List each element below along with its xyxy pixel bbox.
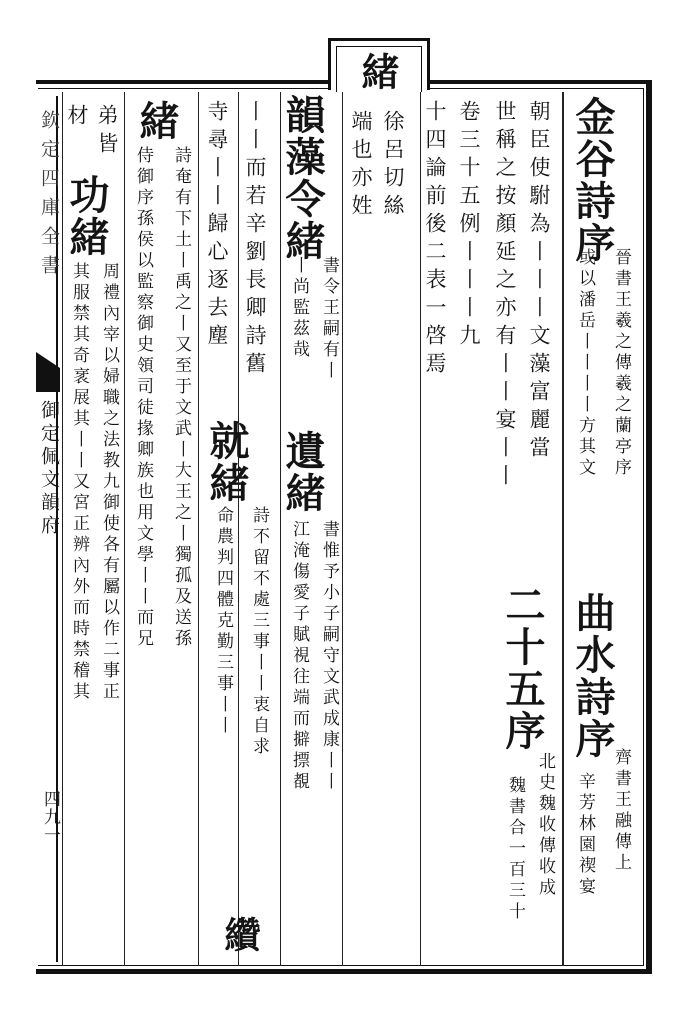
entry-text: 弟皆 xyxy=(95,104,119,160)
entry-text: 江淹傷愛子賦視往端而擗摽覩 xyxy=(289,520,309,793)
entry-heading: 緒 xyxy=(133,100,180,142)
entry-text: 丨尚監茲哉 xyxy=(289,256,309,361)
entry-text: 北史魏收傳收成 xyxy=(535,752,555,899)
entry-text: 材 xyxy=(65,104,89,132)
entry-heading: 金谷詩序 xyxy=(569,96,616,264)
entry-heading: 功緒 xyxy=(63,174,110,258)
entry-text: 或以潘岳丨丨丨丨方其文 xyxy=(575,248,595,479)
entry-text: 詩不留不處三事丨丨衷自求 xyxy=(249,506,269,758)
entry-heading: 就緒 xyxy=(203,420,250,504)
margin-header: 欽定四庫全書 xyxy=(38,110,60,284)
column-rule xyxy=(562,92,564,966)
entry-text: 卷三十五例丨丨丨九 xyxy=(457,100,481,352)
entry-text: 周禮內宰以婦職之法教九御使各有屬以作二事正 xyxy=(99,262,119,703)
entry-text: 世稱之按顏延之亦有丨丨宴丨丨 xyxy=(493,100,517,492)
entry-text: 侍御序孫侯以監察御史領司徒掾卿族也用文學丨丨而兄 xyxy=(133,146,153,650)
gloss-line: 端也亦姓 xyxy=(349,110,373,222)
entry-heading: 遺緒 xyxy=(279,430,326,514)
entry-text: 其服禁其奇衺展其丨丨又宮正辨內外而時禁稽其 xyxy=(69,262,89,703)
entry-heading: 二十五序 xyxy=(499,584,546,752)
entry-heading: 曲水詩序 xyxy=(569,592,616,760)
entry-heading: 韻藻令緒 xyxy=(279,94,326,262)
entry-text: 朝臣使駙為丨丨丨文藻富麗當 xyxy=(527,100,551,464)
column-rule xyxy=(238,92,239,966)
column-rule xyxy=(342,92,343,966)
entry-text: 丨丨而若辛劉長卿詩舊 xyxy=(243,100,267,380)
folio-title: 御定佩文韻府 xyxy=(38,400,60,538)
entry-heading: 纘 xyxy=(219,916,261,954)
entry-text: 齊書王融傳上 xyxy=(611,748,631,874)
entry-text: 魏書合一百三十 xyxy=(505,776,525,923)
entry-text: 命農判四體克勤三事丨丨 xyxy=(213,506,233,737)
entry-text: 十四論前後二表一啓焉 xyxy=(423,100,447,380)
entry-text: 寺尋丨丨歸心逐去塵 xyxy=(205,100,229,352)
gloss-line: 徐呂切絲 xyxy=(381,110,405,222)
entry-text: 辛芳林園禊宴 xyxy=(575,772,595,898)
column-rule xyxy=(420,92,421,966)
entry-text: 書惟予小子嗣守文武成康丨丨 xyxy=(319,520,339,793)
head-character: 緒 xyxy=(355,52,400,92)
entry-text: 書令王嗣有丨 xyxy=(319,256,339,382)
entry-text: 詩奄有下土丨禹之丨又至于文武丨大王之丨獨孤及送孫 xyxy=(171,146,191,650)
column-rule xyxy=(124,92,125,966)
column-rule xyxy=(198,92,199,966)
page-number: 四九一 xyxy=(40,790,60,844)
entry-text: 晉書王羲之傳羲之蘭亭序 xyxy=(611,248,631,479)
